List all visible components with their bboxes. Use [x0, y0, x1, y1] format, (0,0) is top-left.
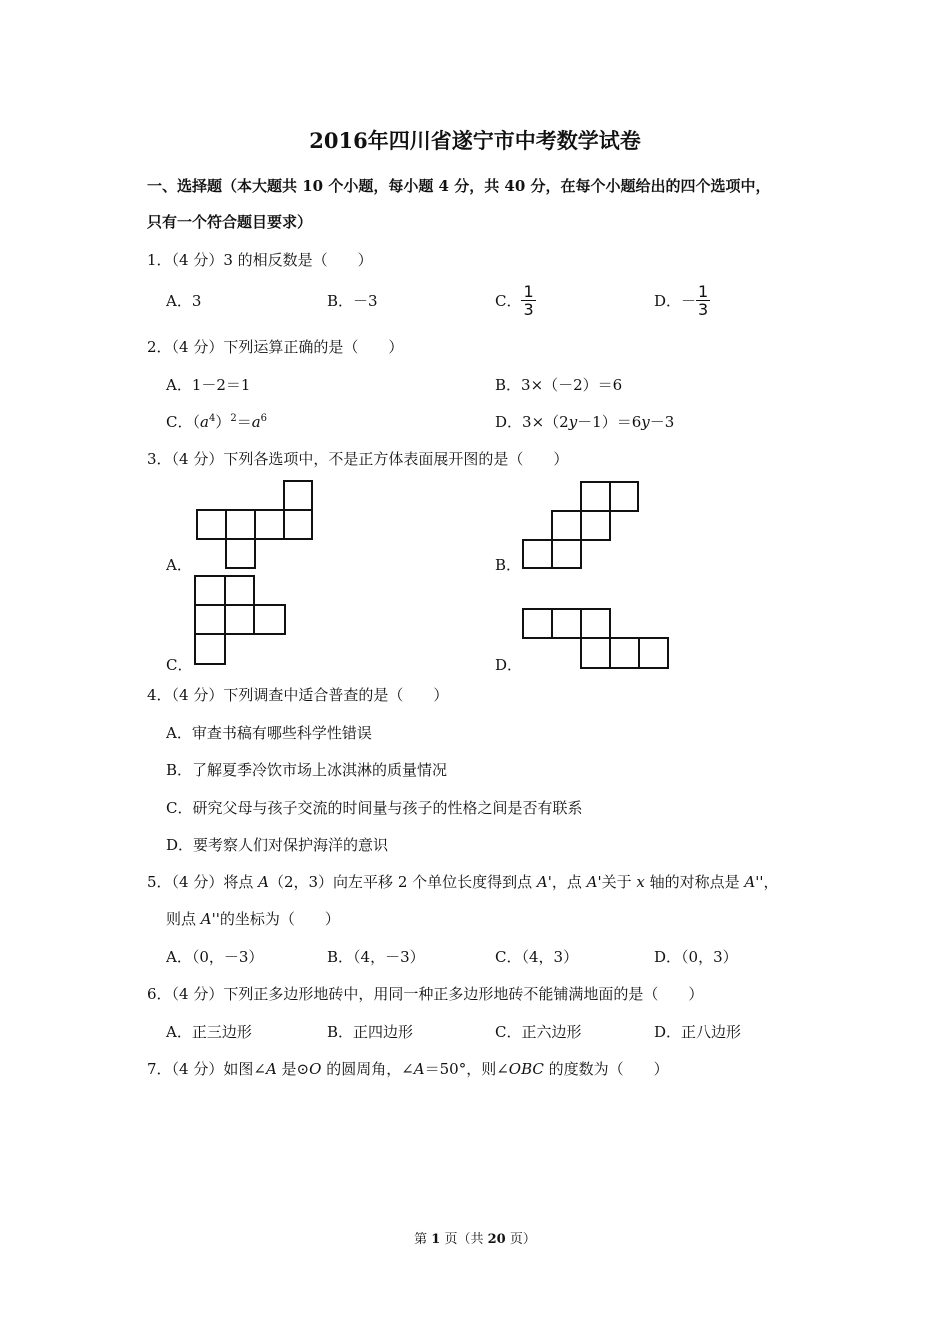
q2-c-base: a — [199, 413, 209, 431]
q2-c-exp3: 6 — [260, 413, 268, 424]
q1-option-c-fraction — [521, 283, 535, 318]
q3-net-a-figure — [195, 480, 315, 570]
section-heading-line1: 一、选择题（本大题共 10 个小题，每小题 4 分，共 40 分，在每个小题给出的四个选项中， — [147, 177, 771, 195]
q5-p4: 关于 — [601, 873, 637, 891]
q5-option-a: A．（0，－3） — [166, 948, 264, 966]
q1-option-b: B．－3 — [327, 292, 378, 310]
q6-option-c: C．正六边形 — [495, 1023, 582, 1041]
net-square — [581, 511, 610, 540]
q5-p2: （2，3）向左平移 2 个单位长度得到点 — [268, 873, 537, 891]
q4-option-d: D．要考察人们对保护海洋的意识 — [166, 836, 389, 854]
q3-option-d-label: D． — [495, 656, 523, 674]
net-square — [284, 510, 312, 539]
q2-c-eq: ＝ — [236, 413, 252, 431]
fraction-denominator: 3 — [523, 300, 534, 319]
q3-net-d-figure — [522, 608, 672, 670]
net-square — [254, 605, 285, 634]
q3-net-c-figure — [194, 575, 289, 667]
q2-c-exp2: 2 — [230, 413, 237, 424]
fraction-numerator: 1 — [523, 282, 534, 301]
q5-point-a1b: A' — [586, 873, 602, 891]
net-square — [225, 605, 254, 634]
q1-stem: 1．（4 分）3 的相反数是（ ） — [147, 251, 373, 269]
q2-d-var2: y — [641, 413, 650, 431]
q2-stem: 2．（4 分）下列运算正确的是（ ） — [147, 338, 404, 356]
q5-point-a1: A' — [536, 873, 552, 891]
q5-point-a: A — [258, 873, 269, 891]
q3-option-b-label: B． — [495, 556, 522, 574]
fraction-denominator: 3 — [698, 300, 709, 319]
page-title: 2016年四川省遂宁市中考数学试卷 — [309, 128, 641, 153]
footer-page-number: 1 — [431, 1232, 441, 1247]
q7-angle-obc: OBC — [508, 1060, 544, 1078]
q2-d-prefix: D．3×（2 — [495, 413, 569, 431]
net-square — [581, 638, 610, 668]
net-square — [523, 609, 552, 638]
net-square — [552, 609, 581, 638]
footer-p1: 第 — [414, 1232, 432, 1247]
net-square — [552, 540, 581, 568]
q3-net-b-figure — [522, 481, 642, 571]
footer-total-pages: 20 — [487, 1232, 506, 1247]
q2-option-b: B．3×（－2）＝6 — [495, 376, 623, 394]
net-square — [195, 576, 225, 605]
q3-option-a-label: A． — [166, 556, 192, 574]
net-square — [225, 576, 254, 605]
q2-c-base2: a — [251, 413, 261, 431]
q1-option-a: A．3 — [166, 292, 202, 310]
q4-option-a: A．审查书稿有哪些科学性错误 — [166, 724, 372, 742]
q5-option-d: D．（0，3） — [654, 948, 738, 966]
q1-option-d — [654, 283, 710, 318]
q5-point-a2: A'' — [744, 873, 764, 891]
q1-option-d-label: D．－ — [654, 292, 697, 310]
q5-p1: 5．（4 分）将点 — [147, 873, 259, 891]
q5-p5: 轴的对称点是 — [644, 873, 745, 891]
net-square — [195, 634, 225, 664]
q5-stem-line1 — [147, 871, 779, 892]
q7-p3: 的圆周角，∠ — [321, 1060, 414, 1078]
net-square — [639, 638, 668, 668]
net-square — [255, 510, 284, 539]
fraction-numerator: 1 — [698, 282, 709, 301]
q2-option-c — [166, 411, 267, 432]
net-square — [226, 539, 255, 568]
q3-option-c-label: C． — [166, 656, 193, 674]
q1-option-c — [495, 283, 536, 318]
q5-p6: ， — [763, 873, 779, 891]
net-square — [226, 510, 255, 539]
q2-option-d — [495, 411, 674, 432]
q5-point-a2b: A'' — [200, 910, 220, 928]
q7-p2: 是⊙ — [276, 1060, 310, 1078]
q7-angle-a: A — [265, 1060, 277, 1078]
net-square — [610, 638, 639, 668]
q2-option-a: A．1－2＝1 — [166, 376, 251, 394]
q2-d-var: y — [568, 413, 578, 431]
net-square — [197, 510, 226, 539]
q6-stem: 6．（4 分）下列正多边形地砖中，用同一种正多边形地砖不能铺满地面的是（ ） — [147, 985, 704, 1003]
q6-option-b: B．正四边形 — [327, 1023, 414, 1041]
q5-option-b: B．（4，－3） — [327, 948, 425, 966]
q5-l2-p1: 则点 — [166, 910, 201, 928]
q2-c-prefix: C．（ — [166, 413, 200, 431]
q2-c-exp1: 4 — [208, 413, 216, 424]
q4-option-c: C．研究父母与孩子交流的时间量与孩子的性格之间是否有联系 — [166, 799, 583, 817]
q5-stem-line2 — [166, 908, 340, 929]
q5-option-c: C．（4，3） — [495, 948, 579, 966]
q7-p4: ＝50°，则∠ — [424, 1060, 509, 1078]
net-square — [581, 609, 610, 638]
q1-option-d-fraction — [696, 283, 710, 318]
q5-axis-x: x — [636, 873, 645, 891]
q7-stem — [147, 1058, 669, 1079]
net-square — [610, 482, 638, 511]
q7-angle-a2: A — [413, 1060, 425, 1078]
q7-p1: 7．（4 分）如图∠ — [147, 1060, 266, 1078]
q5-l2-p2: 的坐标为（ ） — [219, 910, 340, 928]
net-square — [523, 540, 552, 568]
q2-d-mid: －1）＝6 — [577, 413, 642, 431]
q3-stem: 3．（4 分）下列各选项中，不是正方体表面展开图的是（ ） — [147, 450, 569, 468]
page-footer — [0, 1228, 950, 1247]
net-square — [552, 511, 581, 540]
q1-option-c-label: C． — [495, 292, 522, 310]
footer-p3: 页） — [505, 1232, 536, 1247]
section-heading-line2: 只有一个符合题目要求） — [147, 213, 313, 231]
net-square — [581, 482, 610, 511]
net-square — [195, 605, 225, 634]
q4-stem: 4．（4 分）下列调查中适合普查的是（ ） — [147, 686, 449, 704]
q7-circle-o: O — [309, 1060, 322, 1078]
q2-c-mid: ） — [215, 413, 231, 431]
q4-option-b: B．了解夏季冷饮市场上冰淇淋的质量情况 — [166, 761, 448, 779]
q7-p5: 的度数为（ ） — [543, 1060, 669, 1078]
q6-option-d: D．正八边形 — [654, 1023, 742, 1041]
q2-d-end: －3 — [649, 413, 675, 431]
net-square — [284, 481, 312, 510]
q5-p3: ，点 — [551, 873, 587, 891]
q6-option-a: A．正三边形 — [166, 1023, 252, 1041]
footer-p2: 页（共 — [440, 1232, 488, 1247]
